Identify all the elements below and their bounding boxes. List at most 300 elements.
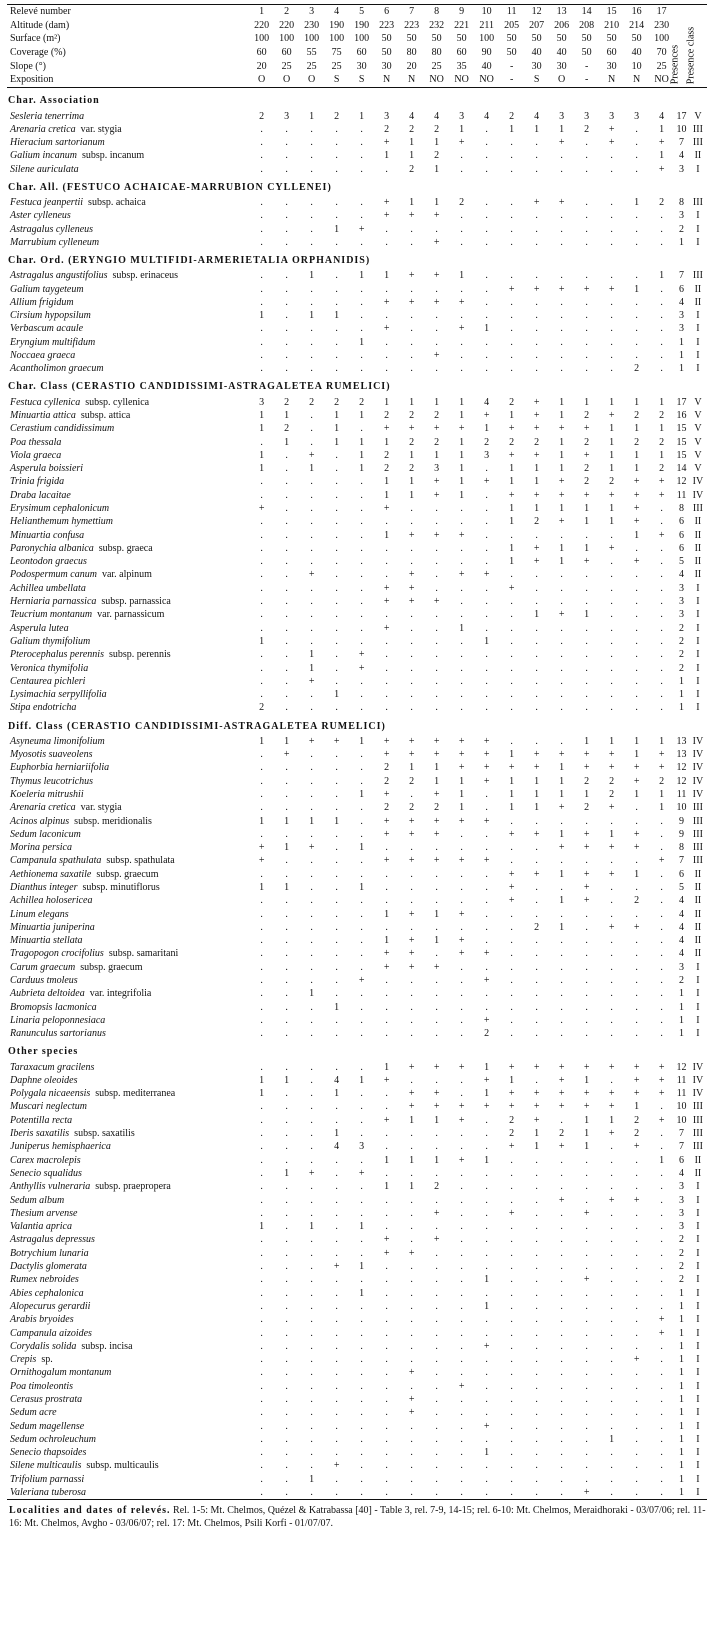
cover-value: . xyxy=(260,1141,263,1153)
cover-value: . xyxy=(310,529,313,541)
cover-value: . xyxy=(535,735,538,747)
cover-value: 1 xyxy=(509,123,515,135)
cover-value: + xyxy=(583,895,590,907)
species-name-cell xyxy=(7,748,249,761)
cover-value: 1 xyxy=(584,735,590,747)
header-cell: 35 xyxy=(456,60,467,72)
cover-value: . xyxy=(560,310,563,322)
cover-value: . xyxy=(335,1154,338,1166)
cover-value: + xyxy=(533,489,540,501)
cover-value: + xyxy=(408,270,415,282)
cover-value: . xyxy=(435,675,438,687)
cover-value: . xyxy=(535,975,538,987)
cover-value: . xyxy=(560,210,563,222)
species-name-cell xyxy=(7,1180,249,1193)
cover-value: . xyxy=(310,961,313,973)
cover-value: . xyxy=(510,948,513,960)
cover-value: + xyxy=(408,1101,415,1113)
cover-value: . xyxy=(435,895,438,907)
cover-value: 2 xyxy=(259,702,265,714)
cover-value: . xyxy=(410,350,413,362)
cover-value: . xyxy=(585,363,588,375)
cover-value: . xyxy=(335,935,338,947)
cover-value: 4 xyxy=(659,110,665,122)
cover-value: . xyxy=(260,775,263,787)
cover-value: . xyxy=(610,336,613,348)
cover-value: . xyxy=(560,1300,563,1312)
cover-value: . xyxy=(260,556,263,568)
presences-value: 1 xyxy=(679,1473,684,1485)
cover-value: . xyxy=(510,137,513,149)
cover-value: + xyxy=(633,1061,640,1073)
cover-value: 1 xyxy=(484,635,490,647)
cover-value: . xyxy=(260,1247,263,1259)
species-name-cell xyxy=(7,1300,249,1313)
cover-value: + xyxy=(608,489,615,501)
species-subtaxon: subsp. spathulata xyxy=(106,855,175,867)
cover-value: . xyxy=(535,1287,538,1299)
cover-value: 1 xyxy=(509,556,515,568)
header-cell: 40 xyxy=(631,46,642,58)
cover-value: . xyxy=(335,1314,338,1326)
cover-value: . xyxy=(260,689,263,701)
cover-value: + xyxy=(508,828,515,840)
cover-value: + xyxy=(658,163,665,175)
cover-value: . xyxy=(535,1181,538,1193)
cover-value: . xyxy=(360,1014,363,1026)
header-cell: O xyxy=(258,74,266,86)
cover-value: + xyxy=(433,828,440,840)
cover-value: . xyxy=(310,223,313,235)
species-row xyxy=(7,1313,707,1326)
cover-value: . xyxy=(310,1014,313,1026)
cover-value: . xyxy=(260,582,263,594)
cover-value: . xyxy=(285,1114,288,1126)
species-row xyxy=(7,436,707,449)
cover-value: . xyxy=(385,1420,388,1432)
cover-value: 1 xyxy=(459,622,465,634)
cover-value: + xyxy=(308,675,315,687)
cover-value: . xyxy=(660,296,663,308)
cover-value: . xyxy=(610,1460,613,1472)
species-name: Aubrieta deltoidea xyxy=(10,988,85,1000)
cover-value: . xyxy=(310,1001,313,1013)
species-subtaxon: subsp. incisa xyxy=(81,1340,133,1352)
cover-value: 2 xyxy=(509,396,515,408)
cover-value: . xyxy=(335,1247,338,1259)
presences-value: 1 xyxy=(679,1433,684,1445)
cover-value: . xyxy=(260,350,263,362)
cover-value: . xyxy=(410,1300,413,1312)
cover-value: . xyxy=(660,1300,663,1312)
cover-value: . xyxy=(535,961,538,973)
cover-value: . xyxy=(260,1300,263,1312)
cover-value: . xyxy=(310,1447,313,1459)
cover-value: . xyxy=(285,961,288,973)
cover-value: . xyxy=(260,622,263,634)
cover-value: . xyxy=(560,675,563,687)
cover-value: + xyxy=(658,1314,665,1326)
cover-value: . xyxy=(560,1114,563,1126)
cover-value: 2 xyxy=(634,895,640,907)
cover-value: + xyxy=(433,423,440,435)
cover-value: + xyxy=(383,1074,390,1086)
section-title: Char. Association xyxy=(7,87,707,110)
cover-value: . xyxy=(435,283,438,295)
cover-value: . xyxy=(585,1247,588,1259)
cover-value: 1 xyxy=(559,449,565,461)
cover-value: 1 xyxy=(659,735,665,747)
species-name-cell xyxy=(7,987,249,1000)
species-row xyxy=(7,1406,707,1419)
cover-value: . xyxy=(435,569,438,581)
presence-class-value: III xyxy=(692,1128,703,1140)
cover-value: . xyxy=(485,210,488,222)
cover-value: . xyxy=(560,948,563,960)
cover-value: . xyxy=(510,961,513,973)
cover-value: . xyxy=(610,1207,613,1219)
cover-value: . xyxy=(410,921,413,933)
cover-value: 1 xyxy=(284,882,290,893)
species-row xyxy=(7,568,707,581)
cover-value: + xyxy=(533,542,540,554)
species-name-cell xyxy=(7,828,249,841)
cover-value: . xyxy=(585,236,588,248)
cover-value: . xyxy=(460,649,463,661)
cover-value: . xyxy=(285,895,288,907)
cover-value: 1 xyxy=(434,137,440,149)
cover-value: . xyxy=(435,1167,438,1179)
cover-value: . xyxy=(335,908,338,920)
species-name: Taraxacum gracilens xyxy=(10,1061,95,1073)
cover-value: . xyxy=(260,123,263,135)
cover-value: . xyxy=(410,1141,413,1153)
cover-value: . xyxy=(460,635,463,647)
cover-value: . xyxy=(260,489,263,501)
cover-value: + xyxy=(383,197,390,209)
cover-value: . xyxy=(310,1261,313,1273)
cover-value: . xyxy=(260,197,263,209)
cover-value: 3 xyxy=(459,110,465,122)
cover-value: . xyxy=(285,137,288,149)
cover-value: . xyxy=(510,197,513,209)
cover-value: . xyxy=(510,1433,513,1445)
cover-value: . xyxy=(510,735,513,747)
presences-value: 1 xyxy=(679,363,684,375)
cover-value: . xyxy=(285,775,288,787)
cover-value: . xyxy=(460,1128,463,1140)
presence-class-value: I xyxy=(696,1274,700,1286)
cover-value: + xyxy=(633,1074,640,1086)
cover-value: + xyxy=(508,283,515,295)
cover-value: . xyxy=(260,476,263,488)
cover-value: 1 xyxy=(334,689,340,701)
species-row xyxy=(7,1247,707,1260)
cover-value: . xyxy=(510,1393,513,1405)
cover-value: + xyxy=(408,582,415,594)
presences-value: 16 xyxy=(676,409,687,421)
header-cell: 232 xyxy=(429,19,445,31)
species-row xyxy=(7,502,707,515)
cover-value: . xyxy=(435,542,438,554)
cover-value: + xyxy=(483,762,490,774)
cover-value: . xyxy=(660,1128,663,1140)
cover-value: . xyxy=(335,975,338,987)
species-subtaxon: subsp. multicaulis xyxy=(86,1460,159,1472)
cover-value: + xyxy=(633,775,640,787)
cover-value: . xyxy=(610,1327,613,1339)
species-subtaxon: subsp. samaritani xyxy=(108,948,179,960)
cover-value: + xyxy=(383,622,390,634)
cover-value: . xyxy=(335,802,338,814)
cover-value: . xyxy=(360,828,363,840)
cover-value: . xyxy=(485,336,488,348)
presence-class-value: I xyxy=(696,210,700,222)
cover-value: . xyxy=(335,895,338,907)
cover-value: . xyxy=(560,689,563,701)
cover-value: . xyxy=(510,1354,513,1366)
cover-value: 1 xyxy=(559,542,565,554)
cover-value: . xyxy=(485,1393,488,1405)
presences-value: 4 xyxy=(679,908,684,920)
species-name: Potentilla recta xyxy=(10,1114,73,1126)
cover-value: . xyxy=(260,529,263,541)
header-cell: 50 xyxy=(381,46,392,58)
species-subtaxon: subsp. saxatilis xyxy=(74,1128,135,1140)
cover-value: . xyxy=(285,1261,288,1273)
cover-value: + xyxy=(408,296,415,308)
cover-value: 2 xyxy=(534,921,540,933)
cover-value: + xyxy=(633,516,640,528)
cover-value: + xyxy=(483,476,490,488)
cover-value: . xyxy=(585,1287,588,1299)
cover-value: . xyxy=(485,1473,488,1485)
cover-value: . xyxy=(285,489,288,501)
cover-value: . xyxy=(660,1274,663,1286)
cover-value: . xyxy=(260,961,263,973)
presence-class-value: II xyxy=(694,150,702,162)
cover-value: . xyxy=(260,283,263,295)
cover-value: 4 xyxy=(334,1074,340,1086)
cover-value: . xyxy=(410,1274,413,1286)
presences-value: 1 xyxy=(679,1327,684,1339)
cover-value: . xyxy=(535,1393,538,1405)
cover-value: + xyxy=(558,749,565,761)
presence-class-value: IV xyxy=(692,788,704,800)
species-name: Dianthus integer xyxy=(10,882,78,893)
presences-value: 1 xyxy=(679,1340,684,1352)
presence-class-value: I xyxy=(696,1221,700,1233)
cover-value: . xyxy=(535,1221,538,1233)
cover-value: . xyxy=(460,150,463,162)
species-name: Verbascum acaule xyxy=(10,323,84,335)
cover-value: 1 xyxy=(609,463,615,475)
cover-value: . xyxy=(335,529,338,541)
cover-value: 1 xyxy=(509,542,515,554)
cover-value: . xyxy=(585,1154,588,1166)
cover-value: . xyxy=(460,582,463,594)
presence-class-value: III xyxy=(692,502,703,514)
cover-value: . xyxy=(310,1354,313,1366)
cover-value: 1 xyxy=(434,762,440,774)
cover-value: . xyxy=(635,1447,638,1459)
species-name-cell xyxy=(7,608,249,621)
presence-class-value: II xyxy=(694,948,702,960)
cover-value: . xyxy=(335,1420,338,1432)
cover-value: . xyxy=(585,1340,588,1352)
species-name-cell xyxy=(7,688,249,701)
header-cell: 3 xyxy=(299,5,324,19)
cover-value: . xyxy=(285,1141,288,1153)
cover-value: . xyxy=(535,1028,538,1040)
cover-value: 1 xyxy=(434,396,440,408)
cover-value: . xyxy=(335,855,338,867)
cover-value: . xyxy=(660,363,663,375)
cover-value: . xyxy=(335,463,338,475)
cover-value: . xyxy=(535,675,538,687)
cover-value: . xyxy=(460,1447,463,1459)
cover-value: . xyxy=(335,1340,338,1352)
cover-value: . xyxy=(485,1367,488,1379)
cover-value: . xyxy=(310,1128,313,1140)
cover-value: 1 xyxy=(534,502,540,514)
cover-value: . xyxy=(510,662,513,674)
cover-value: . xyxy=(385,1167,388,1179)
species-row xyxy=(7,662,707,675)
species-name-cell xyxy=(7,1061,249,1074)
cover-value: . xyxy=(410,1287,413,1299)
presences-value: 12 xyxy=(676,762,687,774)
cover-value: . xyxy=(560,596,563,608)
cover-value: . xyxy=(485,1207,488,1219)
species-name: Galium taygeteum xyxy=(10,283,84,295)
cover-value: . xyxy=(510,1247,513,1259)
presences-value: 3 xyxy=(679,1181,684,1193)
cover-value: . xyxy=(310,1460,313,1472)
cover-value: . xyxy=(610,689,613,701)
species-name: Poa timoleontis xyxy=(10,1380,74,1392)
cover-value: . xyxy=(335,775,338,787)
species-row xyxy=(7,1220,707,1233)
presence-class-value: III xyxy=(692,815,703,827)
cover-value: . xyxy=(385,1367,388,1379)
cover-value: . xyxy=(460,662,463,674)
cover-value: + xyxy=(633,556,640,568)
cover-value: + xyxy=(533,1101,540,1113)
species-name: Juniperus hemisphaerica xyxy=(10,1141,111,1153)
cover-value: 1 xyxy=(409,476,415,488)
cover-value: . xyxy=(635,210,638,222)
cover-value: . xyxy=(460,1181,463,1193)
cover-value: + xyxy=(583,868,590,880)
cover-value: . xyxy=(360,123,363,135)
cover-value: + xyxy=(483,855,490,867)
cover-value: + xyxy=(433,749,440,761)
cover-value: . xyxy=(435,502,438,514)
cover-value: . xyxy=(385,895,388,907)
cover-value: . xyxy=(610,1074,613,1086)
presence-class-value: II xyxy=(694,556,702,568)
cover-value: . xyxy=(635,609,638,621)
cover-value: . xyxy=(485,1487,488,1499)
presences-value: 12 xyxy=(676,476,687,488)
cover-value: . xyxy=(535,895,538,907)
cover-value: + xyxy=(458,296,465,308)
cover-value: 1 xyxy=(359,336,365,348)
cover-value: + xyxy=(383,137,390,149)
cover-value: 2 xyxy=(409,163,415,175)
cover-value: . xyxy=(660,516,663,528)
cover-value: . xyxy=(585,702,588,714)
cover-value: . xyxy=(310,1234,313,1246)
cover-value: . xyxy=(510,350,513,362)
cover-value: . xyxy=(460,1407,463,1419)
cover-value: . xyxy=(385,675,388,687)
header-cell: 4 xyxy=(324,5,349,19)
cover-value: + xyxy=(583,1274,590,1286)
header-cell: 8 xyxy=(424,5,449,19)
cover-value: . xyxy=(660,556,663,568)
cover-value: . xyxy=(560,908,563,920)
cover-value: . xyxy=(660,868,663,880)
cover-value: . xyxy=(485,842,488,854)
cover-value: . xyxy=(460,1014,463,1026)
species-row xyxy=(7,409,707,422)
cover-value: . xyxy=(410,1167,413,1179)
presences-value: 6 xyxy=(679,1154,684,1166)
cover-value: + xyxy=(633,1141,640,1153)
cover-value: . xyxy=(410,223,413,235)
species-name: Thesium arvense xyxy=(10,1207,78,1219)
cover-value: . xyxy=(660,1354,663,1366)
cover-value: . xyxy=(560,988,563,1000)
species-name-cell xyxy=(7,422,249,435)
cover-value: . xyxy=(635,1154,638,1166)
species-name-cell xyxy=(7,1340,249,1353)
cover-value: . xyxy=(510,1154,513,1166)
cover-value: . xyxy=(435,921,438,933)
section-heading-row xyxy=(7,249,707,269)
cover-value: + xyxy=(408,423,415,435)
cover-value: . xyxy=(360,749,363,761)
cover-value: . xyxy=(635,675,638,687)
cover-value: 4 xyxy=(534,110,540,122)
cover-value: . xyxy=(635,296,638,308)
presences-value: 3 xyxy=(679,596,684,608)
cover-value: . xyxy=(285,1380,288,1392)
presences-value: 8 xyxy=(679,842,684,854)
cover-value: . xyxy=(310,409,313,421)
cover-value: + xyxy=(633,921,640,933)
presences-value: 1 xyxy=(679,1407,684,1419)
cover-value: . xyxy=(360,702,363,714)
species-name-cell xyxy=(7,1313,249,1326)
cover-value: + xyxy=(483,775,490,787)
cover-value: 1 xyxy=(384,150,390,162)
cover-value: . xyxy=(510,855,513,867)
cover-value: + xyxy=(458,1380,465,1392)
cover-value: . xyxy=(585,582,588,594)
cover-value: . xyxy=(535,137,538,149)
species-row xyxy=(7,748,707,761)
cover-value: . xyxy=(510,702,513,714)
species-row xyxy=(7,761,707,774)
cover-value: + xyxy=(533,423,540,435)
cover-value: . xyxy=(285,1314,288,1326)
header-cell: 1 xyxy=(249,5,274,19)
cover-value: . xyxy=(460,868,463,880)
cover-value: . xyxy=(260,270,263,282)
